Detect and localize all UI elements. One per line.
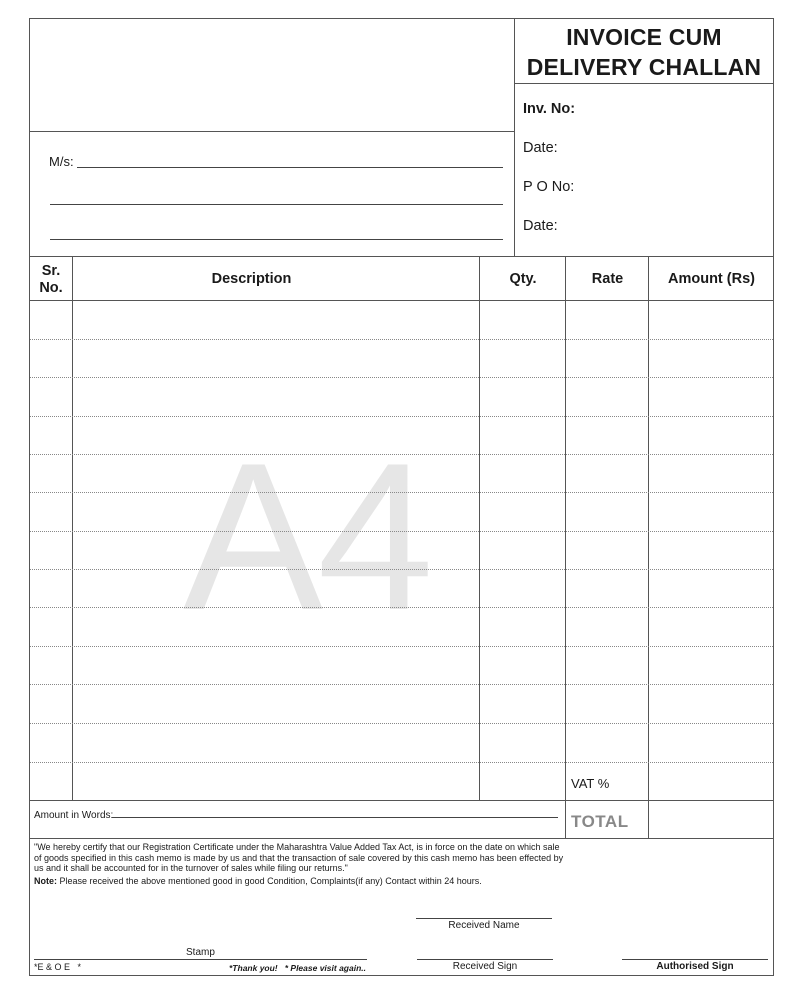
col-header-qty: Qty.	[509, 271, 537, 287]
col-header-sr-line1: Sr.	[41, 263, 61, 279]
header-bottom-line	[29, 256, 774, 257]
amount-in-words-line[interactable]	[112, 817, 558, 818]
note	[34, 876, 754, 887]
customer-line-3[interactable]	[50, 239, 503, 240]
table-header-bottom-line	[29, 300, 774, 301]
item-row-line[interactable]	[30, 569, 773, 570]
item-row-line[interactable]	[30, 723, 773, 724]
date-label-1: Date:	[523, 140, 558, 156]
thank-you-text: *Thank you! * Please visit again..	[229, 963, 366, 973]
vat-label: VAT %	[571, 776, 610, 791]
received-name-label: Received Name	[448, 920, 520, 931]
received-name-line[interactable]	[416, 918, 552, 919]
stamp-label: Stamp	[186, 947, 215, 958]
item-row-line[interactable]	[30, 684, 773, 685]
amount-in-words-label: Amount in Words:	[34, 810, 114, 821]
total-label: TOTAL	[571, 812, 629, 831]
totals-bottom-line	[29, 838, 774, 839]
item-row-line[interactable]	[30, 339, 773, 340]
col-line-qty	[565, 256, 566, 839]
item-row-line[interactable]	[30, 646, 773, 647]
invoice-no-label: Inv. No:	[523, 101, 576, 117]
col-header-description: Description	[211, 271, 292, 287]
authorised-sign-label: Authorised Sign	[656, 961, 734, 972]
item-row-line[interactable]	[30, 492, 773, 493]
item-row-line[interactable]	[30, 377, 773, 378]
col-line-rate	[648, 256, 649, 839]
col-header-rate: Rate	[591, 271, 624, 287]
col-header-amount: Amount (Rs)	[668, 271, 755, 287]
item-row-line[interactable]	[30, 454, 773, 455]
received-sign-line[interactable]	[417, 959, 553, 960]
col-line-description	[479, 256, 480, 801]
item-row-line[interactable]	[30, 762, 773, 763]
item-row-line[interactable]	[30, 607, 773, 608]
eoe-label: *E & O E *	[34, 962, 82, 972]
ms-label: M/s:	[49, 154, 74, 169]
watermark: A4	[183, 419, 428, 654]
authorised-sign-line[interactable]	[622, 959, 768, 960]
item-row-line[interactable]	[30, 416, 773, 417]
declaration-text: "We hereby certify that our Registration Certificate under the Maharashtra Value Added Tax Act, is in force on the date on which sale of goods specified in this cash memo is made by us and that the transaction of sale covered by this cash memo has been effected by us and it shall be accounted for in the turnover of sales while filing our returns."	[34, 842, 564, 873]
note-label: Note:	[34, 876, 57, 886]
company-divider	[29, 131, 514, 132]
customer-line-2[interactable]	[50, 204, 503, 205]
col-line-sr	[72, 256, 73, 801]
document-title-line1: INVOICE CUM	[566, 24, 722, 50]
po-no-label: P O No:	[523, 179, 575, 195]
received-sign-label: Received Sign	[452, 961, 518, 972]
date-label-2: Date:	[523, 218, 558, 234]
title-divider	[514, 83, 774, 84]
note-text: Please received the above mentioned good in good Condition, Complaints(if any) Contact within 24 hours.	[59, 876, 482, 886]
customer-line-1[interactable]	[77, 167, 503, 168]
document-title-line2: DELIVERY CHALLAN	[526, 54, 762, 80]
stamp-line[interactable]	[34, 959, 367, 960]
col-header-sr-line2: No.	[39, 280, 63, 296]
item-row-line[interactable]	[30, 531, 773, 532]
table-bottom-line	[29, 800, 774, 801]
